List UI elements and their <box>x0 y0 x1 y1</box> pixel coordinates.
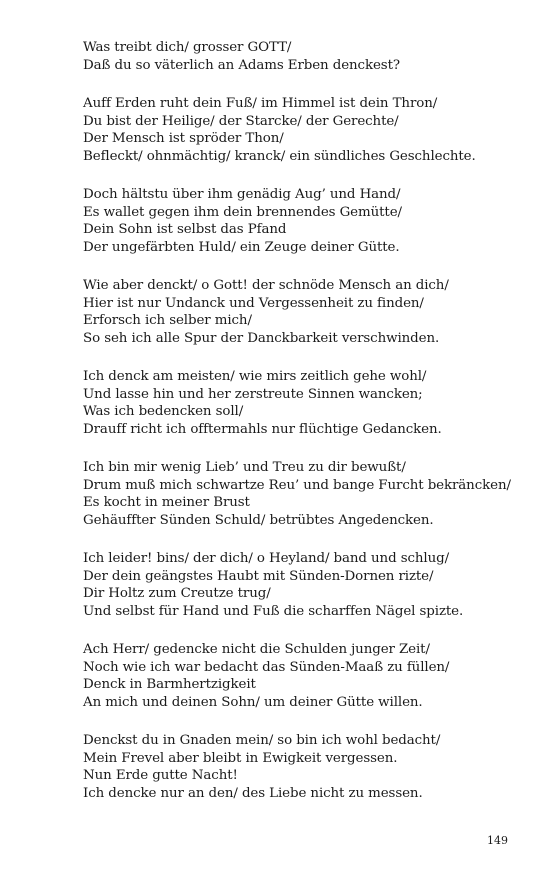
poem-line: Wie aber denckt/ o Gott! der schnöde Mensch an dich/ <box>83 278 449 293</box>
poem-line: Was ich bedencken soll/ <box>83 404 244 419</box>
stanza-4 <box>83 277 523 347</box>
stanza-8 <box>83 641 523 711</box>
poem-line: Auff Erden ruht dein Fuß/ im Himmel ist dein Thron/ <box>83 96 438 111</box>
poem-line: Daß du so väterlich an Adams Erben denckest? <box>83 57 400 73</box>
stanza-1 <box>83 39 523 74</box>
poem-line: Der ungefärbten Huld/ ein Zeuge deiner Gütte. <box>83 239 400 255</box>
poem-line: An mich und deinen Sohn/ um deiner Gütte willen. <box>83 694 423 710</box>
poem-line: Befleckt/ ohnmächtig/ kranck/ ein sündliches Geschlechte. <box>83 148 476 164</box>
poem-line: Und selbst für Hand und Fuß die scharffen Nägel spizte. <box>83 603 464 619</box>
stanza-2 <box>83 95 523 165</box>
poem-line: Dir Holtz zum Creutze trug/ <box>83 586 271 601</box>
poem-line: Drauff richt ich offtermahls nur flüchtige Gedancken. <box>83 421 442 437</box>
poem-line: Denck in Barmhertzigkeit <box>83 677 256 692</box>
poem <box>83 39 523 823</box>
stanza-5 <box>83 368 523 438</box>
poem-line: Noch wie ich war bedacht das Sünden-Maaß zu füllen/ <box>83 659 450 675</box>
poem-line: Gehäuffter Sünden Schuld/ betrübtes Angedencken. <box>83 512 434 528</box>
poem-line: Denckst du in Gnaden mein/ so bin ich wohl bedacht/ <box>83 733 441 748</box>
poem-line: Ich denck am meisten/ wie mirs zeitlich gehe wohl/ <box>83 369 427 384</box>
poem-line: Was treibt dich/ grosser GOTT/ <box>83 40 292 55</box>
poem-line: Ich dencke nur an den/ des Liebe nicht zu messen. <box>83 785 423 801</box>
poem-line: Hier ist nur Undanck und Vergessenheit zu finden/ <box>83 295 424 311</box>
poem-line: Es kocht in meiner Brust <box>83 495 250 510</box>
stanza-9 <box>83 732 523 802</box>
poem-line: Ich leider! bins/ der dich/ o Heyland/ band und schlug/ <box>83 551 449 566</box>
poem-line: Es wallet gegen ihm dein brennendes Gemütte/ <box>83 204 402 220</box>
poem-line: Ach Herr/ gedencke nicht die Schulden junger Zeit/ <box>83 642 430 657</box>
stanza-3 <box>83 186 523 256</box>
poem-line: Du bist der Heilige/ der Starcke/ der Gerechte/ <box>83 113 399 129</box>
page-number: 149 <box>487 834 508 847</box>
poem-line: Doch hältstu über ihm genädig Aug’ und Hand/ <box>83 187 401 202</box>
poem-line: Der dein geängstes Haubt mit Sünden-Dornen rizte/ <box>83 568 434 584</box>
poem-line: So seh ich alle Spur der Danckbarkeit verschwinden. <box>83 330 440 346</box>
stanza-6 <box>83 459 523 529</box>
poem-line: Der Mensch ist spröder Thon/ <box>83 131 284 146</box>
poem-line: Erforsch ich selber mich/ <box>83 313 252 328</box>
poem-line: Mein Frevel aber bleibt in Ewigkeit vergessen. <box>83 750 398 766</box>
stanza-7 <box>83 550 523 620</box>
poem-line: Drum muß mich schwartze Reu’ und bange Furcht bekräncken/ <box>83 477 511 493</box>
poem-line: Dein Sohn ist selbst das Pfand <box>83 222 287 237</box>
poem-line: Ich bin mir wenig Lieb’ und Treu zu dir bewußt/ <box>83 460 406 475</box>
poem-line: Nun Erde gutte Nacht! <box>83 768 238 783</box>
poem-line: Und lasse hin und her zerstreute Sinnen wancken; <box>83 386 423 402</box>
